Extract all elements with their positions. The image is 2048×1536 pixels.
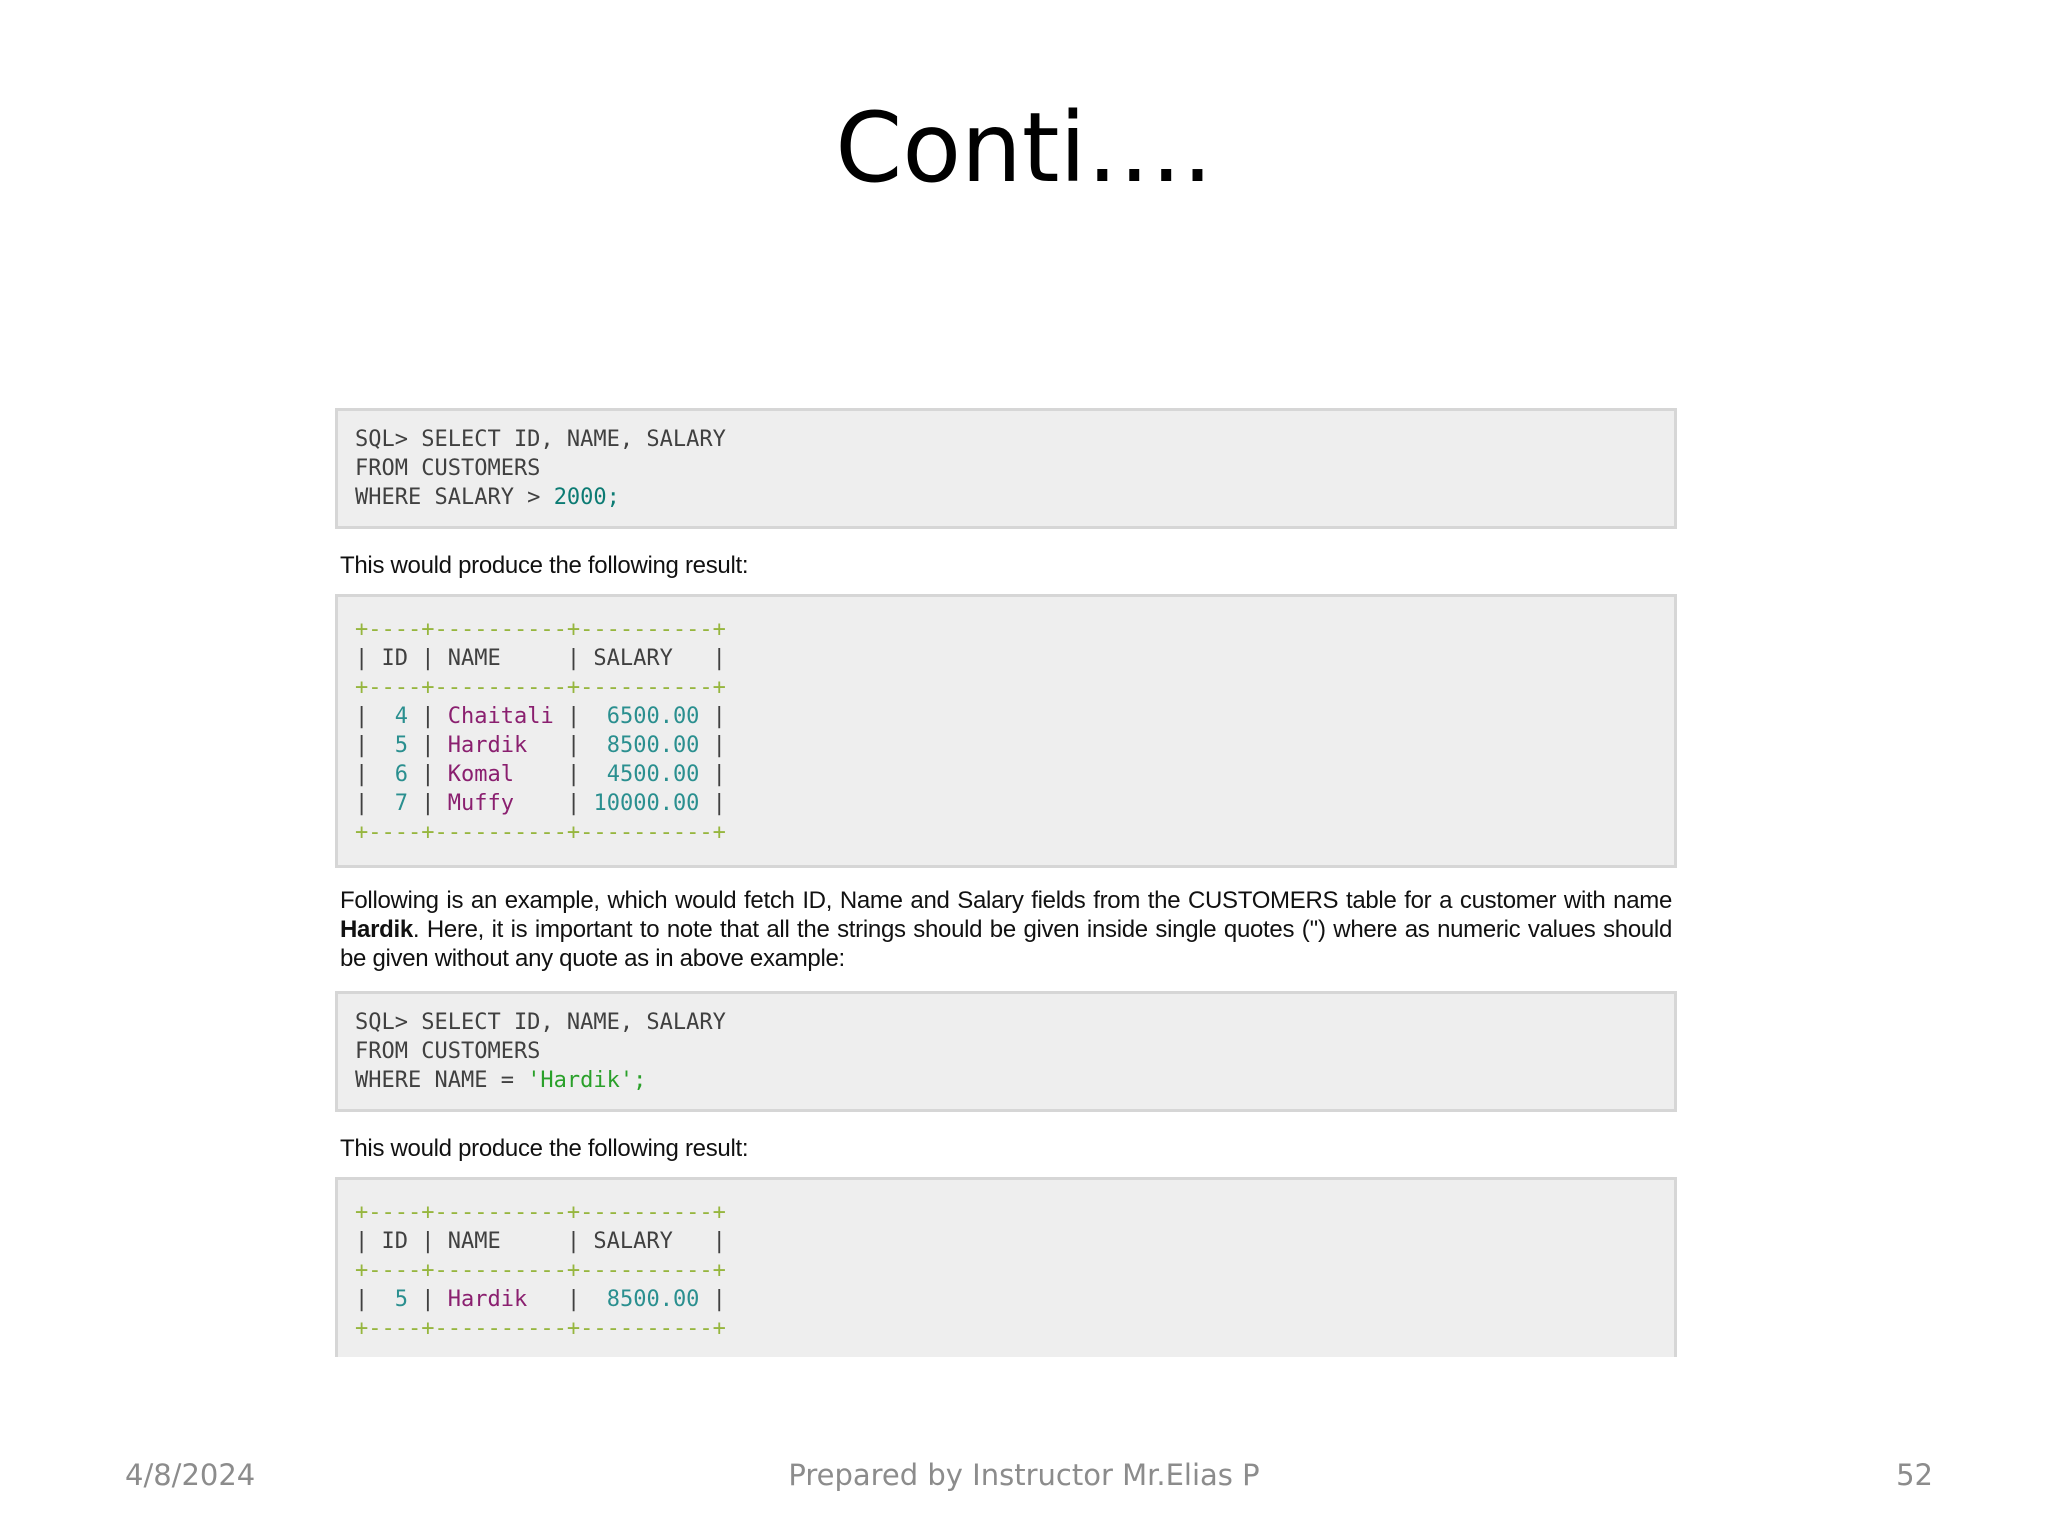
cell-name: Muffy — [447, 791, 554, 816]
footer-date: 4/8/2024 — [125, 1458, 256, 1492]
cell-name: Hardik — [447, 1287, 554, 1312]
cell-name: Hardik — [447, 733, 554, 758]
explanation-paragraph — [340, 886, 1672, 973]
code-line — [355, 483, 1657, 512]
cell-name: Chaitali — [447, 704, 554, 729]
footer-author: Prepared by Instructor Mr.Elias P — [788, 1458, 1260, 1492]
table-row — [355, 789, 1657, 818]
code-line: FROM CUSTOMERS — [355, 1039, 541, 1064]
table-row — [355, 702, 1657, 731]
cell-sep: | — [553, 791, 594, 816]
cell-sep: | — [699, 1287, 726, 1312]
cell-sep: | — [408, 704, 448, 729]
cell-sep: | — [408, 1287, 448, 1312]
code-line: FROM CUSTOMERS — [355, 456, 541, 481]
cell-id: 5 — [381, 1287, 408, 1312]
cell-sep: | — [699, 704, 726, 729]
cell-sep: | — [553, 762, 594, 787]
table-border — [355, 1256, 1657, 1285]
explanation-bold-name: Hardik — [340, 916, 413, 943]
table-row — [355, 1285, 1657, 1314]
table-header — [355, 644, 1657, 673]
cell-salary: 8500.00 — [593, 1287, 700, 1312]
border-text: +----+----------+----------+ — [355, 675, 726, 700]
cell-sep: | — [699, 733, 726, 758]
table-border — [355, 673, 1657, 702]
cell-sep: | — [355, 1287, 382, 1312]
header-text: | ID | NAME | SALARY | — [355, 1229, 726, 1254]
table-header — [355, 1227, 1657, 1256]
explanation-text: Following is an example, which would fetch ID, Name and Salary fields from the CUSTOMERS table for a customer with name — [340, 887, 1672, 914]
code-text: WHERE NAME = — [355, 1068, 528, 1093]
cell-sep: | — [553, 733, 594, 758]
cell-sep: | — [408, 791, 448, 816]
cell-sep: | — [355, 704, 382, 729]
cell-sep: | — [355, 762, 382, 787]
cell-sep: | — [553, 1287, 594, 1312]
cell-sep: | — [408, 762, 448, 787]
code-line: SQL> SELECT ID, NAME, SALARY — [355, 427, 726, 452]
code-text: WHERE SALARY > — [355, 485, 554, 510]
footer-page-number: 52 — [1896, 1458, 1933, 1492]
code-string: 'Hardik'; — [527, 1068, 647, 1093]
cell-salary: 8500.00 — [593, 733, 700, 758]
sql-query-salary — [335, 408, 1677, 529]
cell-id: 4 — [381, 704, 408, 729]
cell-sep: | — [699, 762, 726, 787]
cell-id: 7 — [381, 791, 408, 816]
cell-id: 5 — [381, 733, 408, 758]
sql-query-name — [335, 991, 1677, 1112]
cell-sep: | — [355, 733, 382, 758]
border-text: +----+----------+----------+ — [355, 1200, 726, 1225]
code-number: 2000; — [553, 485, 620, 510]
header-text: | ID | NAME | SALARY | — [355, 646, 726, 671]
border-text: +----+----------+----------+ — [355, 617, 726, 642]
cell-name: Komal — [447, 762, 554, 787]
border-text: +----+----------+----------+ — [355, 820, 726, 845]
table-row — [355, 731, 1657, 760]
result-caption: This would produce the following result: — [340, 1135, 749, 1162]
slide-content — [335, 408, 1677, 1357]
code-line — [355, 1066, 1657, 1095]
cell-id: 6 — [381, 762, 408, 787]
code-line: SQL> SELECT ID, NAME, SALARY — [355, 1010, 726, 1035]
cell-sep: | — [553, 704, 594, 729]
border-text: +----+----------+----------+ — [355, 1258, 726, 1283]
slide-title: Conti…. — [835, 92, 1213, 204]
table-border — [355, 615, 1657, 644]
result-table-2 — [335, 1177, 1677, 1357]
cell-salary: 4500.00 — [593, 762, 700, 787]
cell-sep: | — [408, 733, 448, 758]
border-text: +----+----------+----------+ — [355, 1316, 726, 1341]
cell-sep: | — [699, 791, 726, 816]
cell-salary: 6500.00 — [593, 704, 700, 729]
table-border — [355, 1198, 1657, 1227]
cell-sep: | — [355, 791, 382, 816]
result-caption: This would produce the following result: — [340, 552, 749, 579]
table-border — [355, 818, 1657, 847]
cell-salary: 10000.00 — [593, 791, 700, 816]
explanation-text: . Here, it is important to note that all the strings should be given inside single quotes ('') where as numeric values should be given without any quote as in above example: — [340, 916, 1672, 972]
table-row — [355, 760, 1657, 789]
table-border — [355, 1314, 1657, 1343]
result-table-1 — [335, 594, 1677, 868]
